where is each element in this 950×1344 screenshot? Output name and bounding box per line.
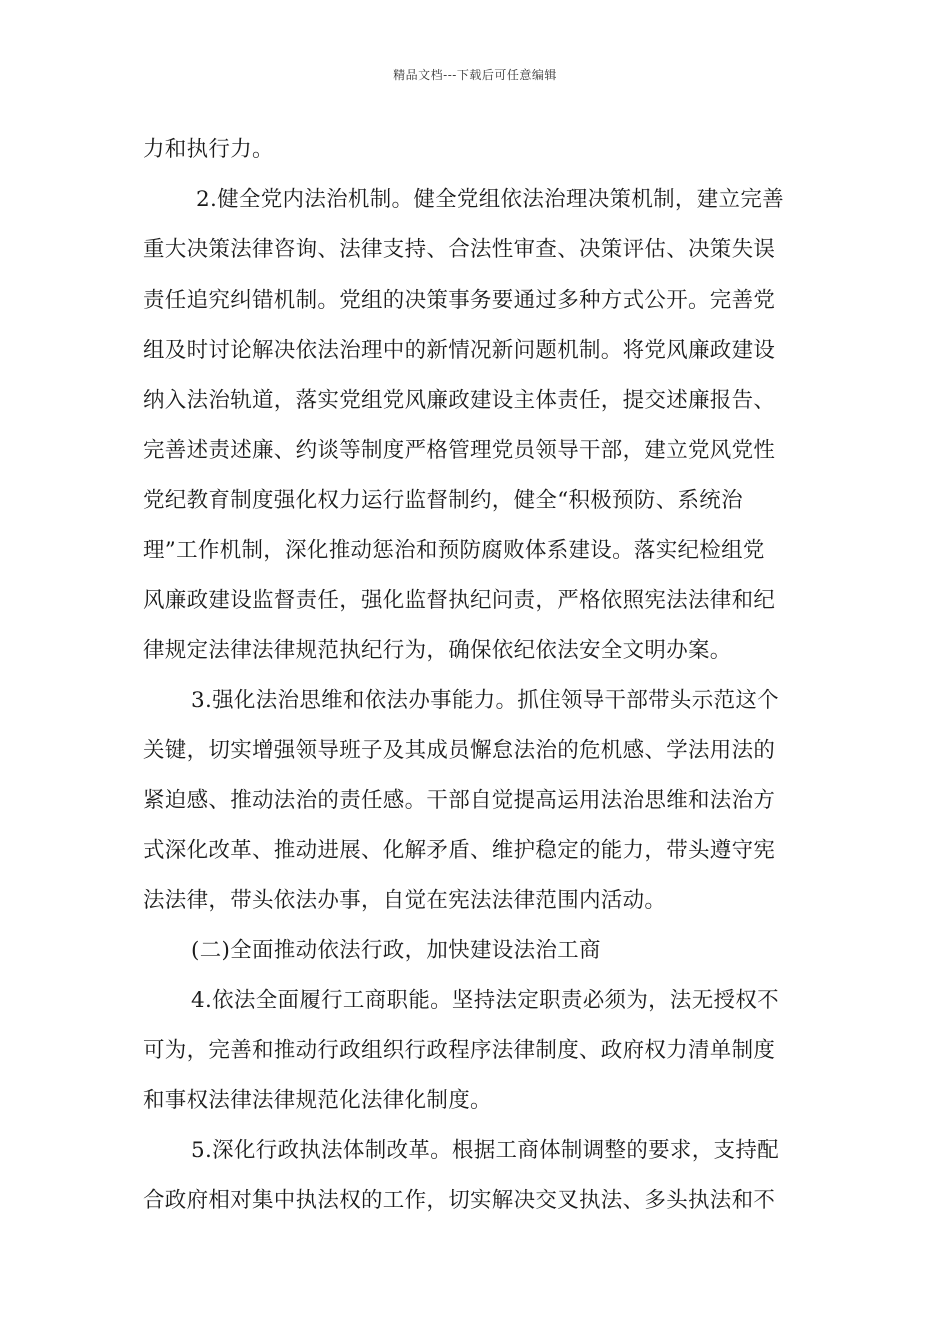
page-header: 精品文档---下载后可任意编辑 bbox=[393, 68, 557, 82]
body-line: 理”工作机制，深化推动惩治和预防腐败体系建设。落实纪检组党 bbox=[143, 538, 765, 563]
body-line: 纳入法治轨道，落实党组党风廉政建设主体责任，提交述廉报告、 bbox=[143, 388, 776, 413]
body-line: 5.深化行政执法体制改革。根据工商体制调整的要求，支持配 bbox=[191, 1138, 779, 1163]
body-line: 法法律，带头依法办事，自觉在宪法法律范围内活动。 bbox=[143, 888, 667, 913]
section-heading: (二)全面推动依法行政，加快建设法治工商 bbox=[191, 938, 601, 963]
body-line: 党纪教育制度强化权力运行监督制约，健全“积极预防、系统治 bbox=[143, 488, 743, 513]
body-line: 3.强化法治思维和依法办事能力。抓住领导干部带头示范这个 bbox=[191, 688, 779, 713]
body-line: 合政府相对集中执法权的工作，切实解决交叉执法、多头执法和不 bbox=[143, 1188, 776, 1213]
body-line: 2.健全党内法治机制。健全党组依法治理决策机制，建立完善 bbox=[196, 187, 784, 212]
body-line: 关键，切实增强领导班子及其成员懈怠法治的危机感、学法用法的 bbox=[143, 738, 776, 763]
body-line: 和事权法律法律规范化法律化制度。 bbox=[143, 1088, 492, 1113]
body-line: 重大决策法律咨询、法律支持、合法性审查、决策评估、决策失误 bbox=[143, 237, 776, 262]
body-line: 组及时讨论解决依法治理中的新情况新问题机制。将党风廉政建设 bbox=[143, 338, 776, 363]
body-line: 式深化改革、推动进展、化解矛盾、维护稳定的能力，带头遵守宪 bbox=[143, 838, 776, 863]
body-line: 可为，完善和推动行政组织行政程序法律制度、政府权力清单制度 bbox=[143, 1038, 776, 1063]
body-line: 责任追究纠错机制。党组的决策事务要通过多种方式公开。完善党 bbox=[143, 288, 776, 313]
body-line: 紧迫感、推动法治的责任感。干部自觉提高运用法治思维和法治方 bbox=[143, 788, 776, 813]
body-line: 力和执行力。 bbox=[143, 137, 274, 162]
body-line: 4.依法全面履行工商职能。坚持法定职责必须为，法无授权不 bbox=[191, 988, 779, 1013]
body-line: 律规定法律法律规范执纪行为，确保依纪依法安全文明办案。 bbox=[143, 638, 732, 663]
body-line: 风廉政建设监督责任，强化监督执纪问责，严格依照宪法法律和纪 bbox=[143, 588, 776, 613]
body-line: 完善述责述廉、约谈等制度严格管理党员领导干部，建立党风党性 bbox=[143, 438, 776, 463]
